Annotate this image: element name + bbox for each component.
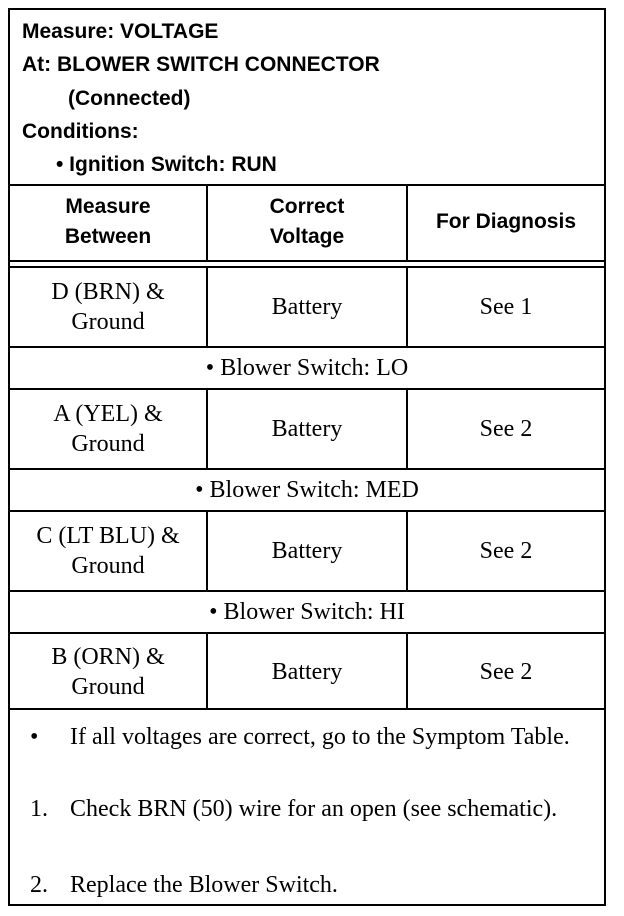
- column-header-measure-between: Measure Between: [64, 195, 152, 248]
- cell-measure-between: B (ORN) & Ground: [51, 644, 165, 700]
- column-divider: [206, 634, 208, 710]
- column-divider: [206, 512, 208, 590]
- column-header-correct-voltage: Correct Voltage: [269, 195, 345, 248]
- column-divider: [406, 268, 408, 346]
- cell-measure-between: D (BRN) & Ground: [51, 279, 165, 335]
- cell-correct-voltage: Battery: [271, 294, 343, 320]
- column-divider: [206, 184, 208, 260]
- cell-correct-voltage: Battery: [271, 416, 343, 442]
- column-headers: [10, 184, 604, 262]
- table-row: [10, 512, 604, 590]
- cell-measure-between: C (LT BLU) & Ground: [36, 523, 180, 579]
- table-row: [10, 634, 604, 710]
- measure-line: Measure: VOLTAGE: [22, 20, 219, 43]
- note-text: Check BRN (50) wire for an open (see schematic).: [70, 796, 558, 822]
- diagnostic-table: [8, 8, 606, 906]
- note-text: If all voltages are correct, go to the Symptom Table.: [70, 724, 570, 750]
- table-header: [10, 10, 604, 186]
- column-divider: [406, 390, 408, 468]
- note-marker: •: [30, 724, 39, 750]
- location-line: At: BLOWER SWITCH CONNECTOR: [22, 53, 380, 76]
- cell-for-diagnosis: See 2: [479, 538, 533, 564]
- column-divider: [206, 268, 208, 346]
- note-item: [30, 794, 590, 854]
- cell-correct-voltage: Battery: [271, 538, 343, 564]
- ignition-condition: • Ignition Switch: RUN: [56, 153, 277, 176]
- note-marker: 2.: [30, 872, 48, 898]
- blower-switch-condition: • Blower Switch: HI: [209, 599, 405, 625]
- blower-switch-condition: • Blower Switch: LO: [205, 355, 409, 381]
- table-row: [10, 390, 604, 468]
- connection-state: (Connected): [68, 87, 191, 110]
- column-divider: [206, 390, 208, 468]
- note-marker: 1.: [30, 796, 48, 822]
- blower-switch-condition: • Blower Switch: MED: [195, 477, 419, 503]
- column-divider: [406, 634, 408, 710]
- column-header-for-diagnosis: For Diagnosis: [435, 210, 577, 233]
- cell-for-diagnosis: See 2: [479, 416, 533, 442]
- cell-measure-between: A (YEL) & Ground: [53, 401, 163, 457]
- conditions-label: Conditions:: [22, 120, 139, 143]
- double-rule: [10, 708, 604, 710]
- note-text: Replace the Blower Switch.: [70, 872, 338, 898]
- cell-for-diagnosis: See 2: [479, 659, 533, 685]
- table-row: [10, 268, 604, 346]
- column-divider: [406, 512, 408, 590]
- cell-for-diagnosis: See 1: [479, 294, 533, 320]
- note-item: [30, 870, 590, 900]
- cell-correct-voltage: Battery: [271, 659, 343, 685]
- note-item: [30, 722, 590, 782]
- column-divider: [406, 184, 408, 260]
